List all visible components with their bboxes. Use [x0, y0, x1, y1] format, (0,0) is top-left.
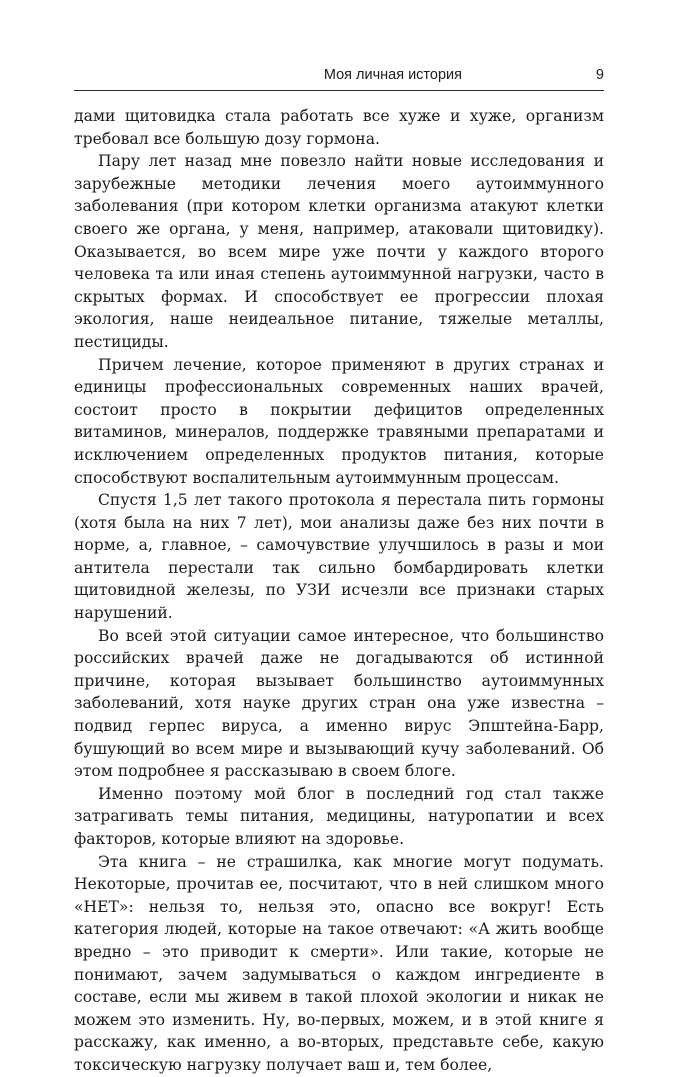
paragraph: Именно поэтому мой блог в последний год стал также затрагивать темы питания, медицины, натуропатии и всех факторов, которые влияют на здоровье. [74, 784, 604, 848]
running-header [74, 62, 604, 91]
paragraph: Пару лет назад мне повезло найти новые исследования и зарубежные методики лечения моего аутоиммунного заболевания (при котором клетки организма атакуют клетки своего же органа, у меня, например, атаковали щитовидку). Оказывается, во всем мире уже почти у каждого второго человека та или иная степень аутоиммунной нагрузки, часто в скрытых формах. И способствует ее прогрессии плохая экология, наше неидеальное питание, тяжелые металлы, пестициды. [74, 152, 604, 351]
paragraph: Во всей этой ситуации самое интересное, что большинство российских врачей даже не догадываются об истинной причине, которая вызывает большинство аутоиммунных заболеваний, хотя науке других стран она уже известна – подвид герпес вируса, а именно вирус Эпштейна-Барр, бушующий во всем мире и вызывающий кучу заболеваний. Об этом подробнее я рассказываю в своем блоге. [74, 626, 604, 781]
paragraph-continuation: дами щитовидка стала работать все хуже и хуже, организм требовал все большую дозу гормона. [74, 107, 604, 148]
paragraph: Причем лечение, которое применяют в других странах и единицы профессиональных современных наших врачей, состоит просто в покрытии дефицитов определенных витаминов, минералов, поддержке травяными препаратами и исключением определенных продуктов питания, которые способствуют воспалительным аутоиммунным процессам. [74, 355, 604, 487]
paragraph: Спустя 1,5 лет такого протокола я перестала пить гормоны (хотя была на них 7 лет), мои анализы даже без них почти в норме, а, главное, – самочувствие улучшилось в разы и мои антитела перестали так сильно бомбардировать клетки щитовидной железы, по УЗИ исчезли все признаки старых нарушений. [74, 491, 604, 623]
page-number: 9 [595, 67, 604, 83]
running-header-title: Моя личная история [323, 67, 462, 83]
paragraph: Эта книга – не страшилка, как многие могут подумать. Некоторые, прочитав ее, посчитают, что в ней слишком много «НЕТ»: нельзя то, нельзя это, опасно все вокруг! Есть категория людей, которые на такое отвечают: «А жить вообще вредно – это приводит к смерти». Или такие, которые не понимают, зачем задумываться о каждом ингредиенте в составе, если мы живем в такой плохой экологии и никак не можем это изменить. Ну, во-первых, можем, и в этой книге я расскажу, как именно, а во-вторых, представьте себе, какую токсическую нагрузку получает ваш и, тем более, [74, 852, 604, 1074]
body-text [74, 105, 604, 1077]
